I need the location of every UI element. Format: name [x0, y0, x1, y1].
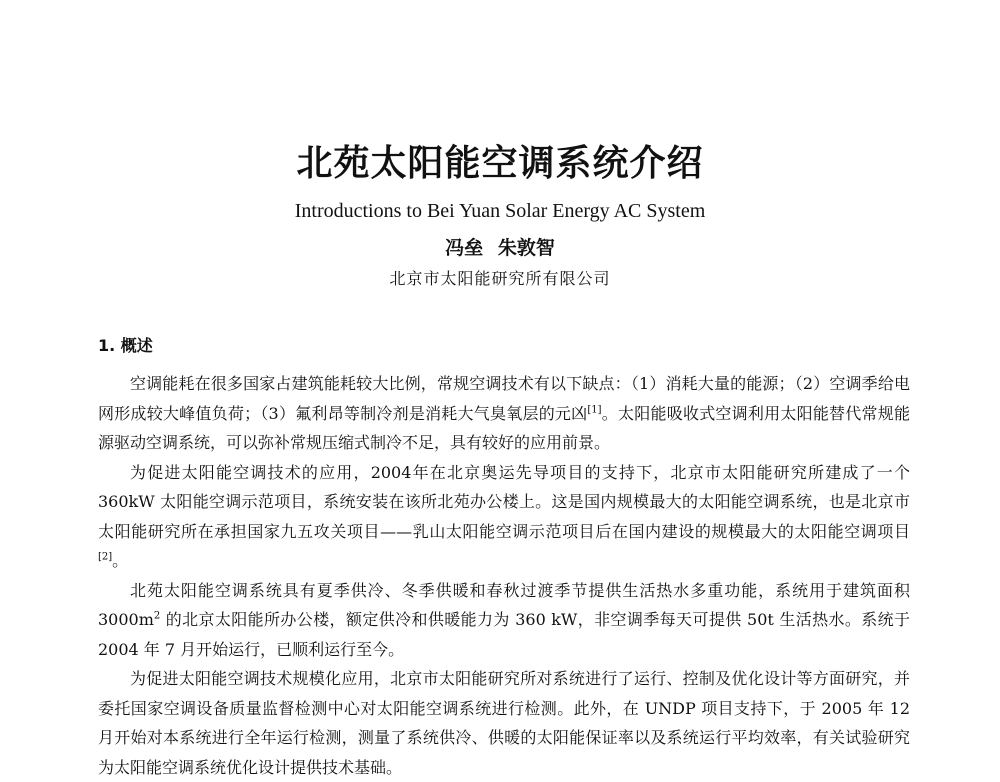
- paragraph-3: [98, 576, 910, 665]
- area-superscript: 2: [153, 610, 161, 622]
- paragraph-4: 为促进太阳能空调技术规模化应用，北京市太阳能研究所对系统进行了运行、控制及优化设计等方面研究，并委托国家空调设备质量监督检测中心对太阳能空调系统进行检测。此外，在 UNDP 项目支持下，于 2005 年 12 月开始对本系统进行全年运行检测，测量了系统供冷、供暖的太阳能保证率以及系统运行平均效率，有关试验研究为太阳能空调系统优化设计提供技术基础。: [98, 669, 910, 777]
- paragraph-1: [98, 369, 910, 458]
- paragraph-2-part1: 为促进太阳能空调技术的应用，2004年在北京奥运先导项目的支持下，北京市太阳能研究所建成了一个 360kW 太阳能空调示范项目，系统安装在该所北苑办公楼上。这是国内规模最大的太阳能空调系统，也是北京市太阳能研究所在承担国家九五攻关项目——乳山太阳能空调示范项目后在国内建设的规模最大的太阳能空调项目: [98, 462, 910, 541]
- paper-title: 北苑太阳能空调系统介绍: [296, 143, 704, 184]
- english-title: Introductions to Bei Yuan Solar Energy AC System: [294, 200, 706, 222]
- author-2: 朱敦智: [497, 237, 555, 259]
- paragraph-2: [98, 458, 910, 576]
- paragraph-3-part1: 北苑太阳能空调系统具有夏季供冷、冬季供暖和春秋过渡季节提供生活热水多重功能，系统用于建筑面积 3000m: [98, 580, 910, 629]
- paragraph-3-part2: 的北京太阳能所办公楼，额定供冷和供暖能力为 360 kW，非空调季每天可提供 50t 生活热水。系统于 2004 年 7 月开始运行，已顺利运行至今。: [98, 610, 910, 659]
- citation-2: [2]: [98, 551, 113, 563]
- paragraph-1-part1: 空调能耗在很多国家占建筑能耗较大比例，常规空调技术有以下缺点：（1）消耗大量的能源；（2）空调季给电网形成较大峰值负荷；（3）氟利昂等制冷剂是消耗大气臭氧层的元凶: [98, 374, 910, 423]
- citation-1: [1]: [587, 404, 602, 416]
- paragraph-2-part2: 。: [112, 551, 129, 570]
- body-text: [98, 369, 910, 782]
- section-heading: 1. 概述: [98, 336, 153, 355]
- affiliation: 北京市太阳能研究所有限公司: [389, 269, 611, 288]
- authors: [0, 235, 1000, 261]
- author-1: 冯垒: [445, 237, 484, 259]
- paragraph-1-part2: 。太阳能吸收式空调利用太阳能替代常规能源驱动空调系统，可以弥补常规压缩式制冷不足，具有较好的应用前景。: [98, 403, 910, 452]
